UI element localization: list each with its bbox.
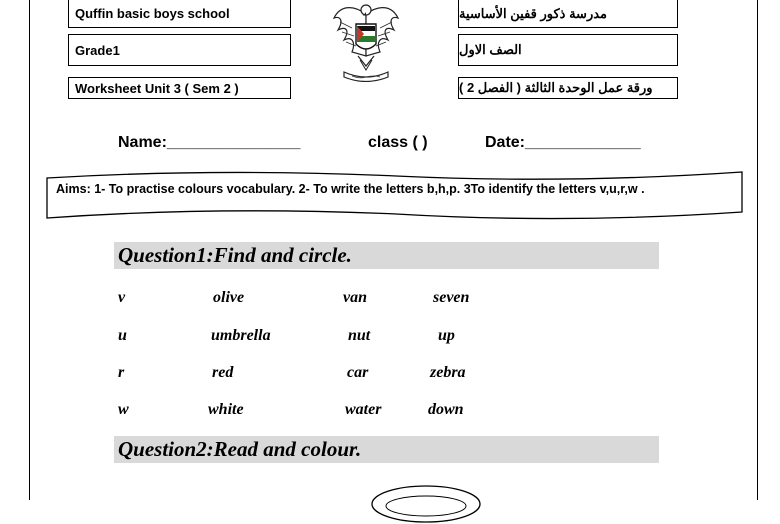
palestine-eagle-emblem-icon [330, 0, 402, 82]
worksheet-title-en: Worksheet Unit 3 ( Sem 2 ) [68, 77, 291, 99]
word-water[interactable]: water [345, 401, 382, 418]
aims-text: Aims: 1- To practise colours vocabulary. 2- To write the letters b,h,p. 3To identify the letters v,u,r,w . [56, 182, 645, 196]
word-zebra[interactable]: zebra [430, 364, 466, 381]
word-down[interactable]: down [428, 401, 464, 418]
word-umbrella[interactable]: umbrella [211, 327, 271, 344]
letter-r: r [118, 364, 125, 381]
grade-en: Grade1 [68, 34, 291, 66]
word-white[interactable]: white [208, 401, 244, 418]
class-field: class ( ) [368, 134, 428, 151]
letter-v: v [118, 289, 126, 306]
word-olive[interactable]: olive [213, 289, 245, 306]
word-car[interactable]: car [347, 364, 369, 381]
question2-title: Question2:Read and colour. [118, 437, 362, 461]
word-seven[interactable]: seven [433, 289, 470, 306]
school-name-ar: مدرسة ذكور قفين الأساسية [458, 0, 678, 28]
word-red[interactable]: red [212, 364, 234, 381]
letter-w: w [118, 401, 129, 418]
word-van[interactable]: van [343, 289, 367, 306]
school-name-en: Quffin basic boys school [68, 0, 291, 28]
letter-u: u [118, 327, 127, 344]
word-nut[interactable]: nut [348, 327, 371, 344]
question1-title: Question1:Find and circle. [118, 243, 352, 267]
page-border-right [757, 0, 758, 500]
colour-shape-oval[interactable] [370, 484, 482, 524]
worksheet-title-ar: ورقة عمل الوحدة الثالثة ( الفصل 2 ) [458, 77, 678, 99]
page-border-left [29, 0, 30, 500]
date-field: Date:_____________ [485, 134, 641, 151]
word-up[interactable]: up [438, 327, 455, 344]
name-field: Name:_______________ [118, 134, 301, 151]
grade-ar: الصف الاول [458, 34, 678, 66]
